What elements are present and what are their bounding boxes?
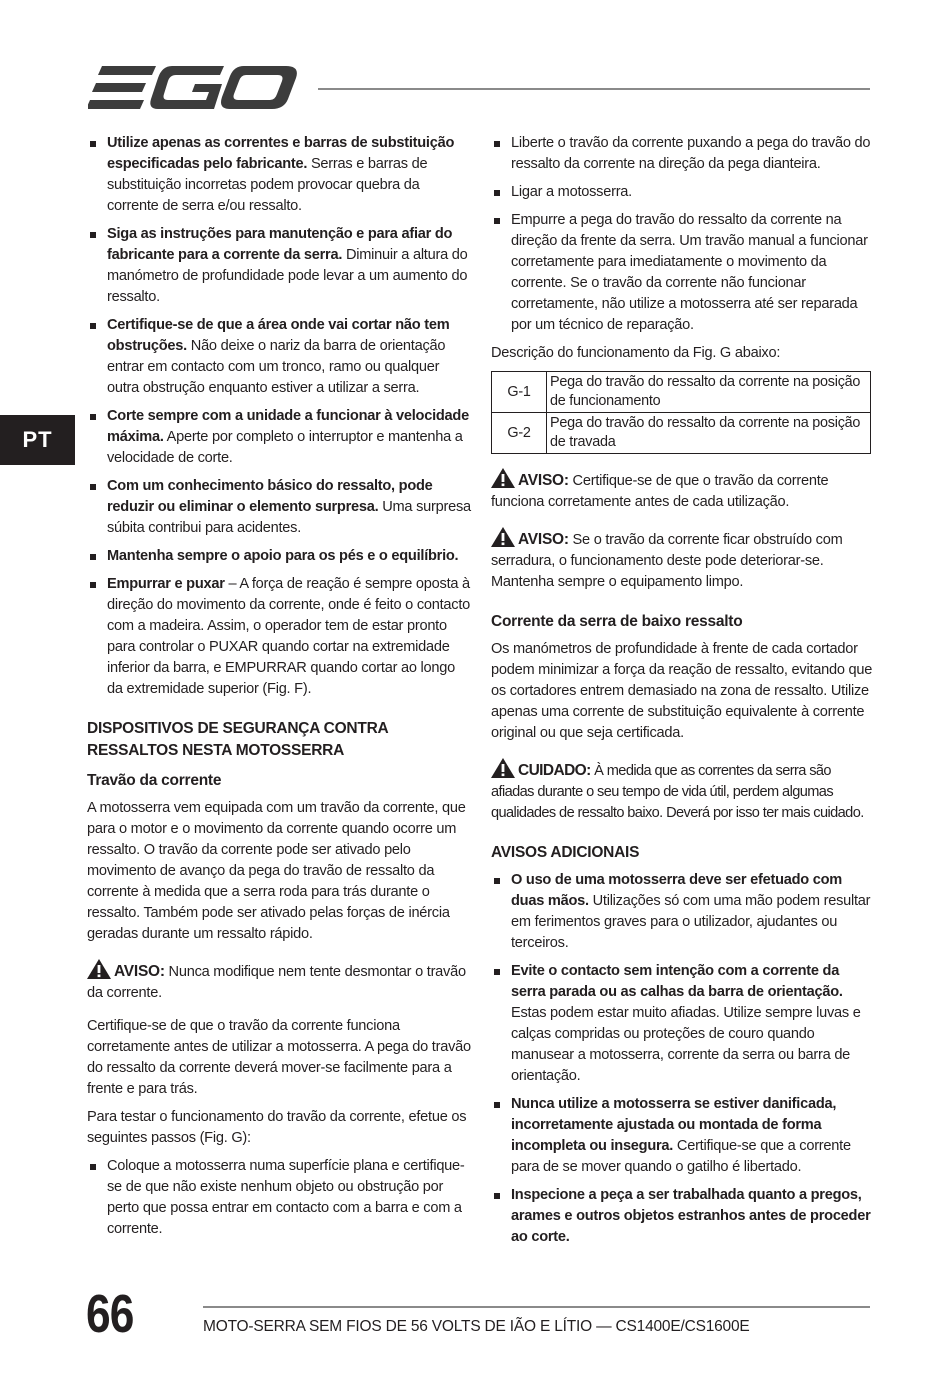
safety-bullets xyxy=(87,133,471,700)
table-cell-key: G-2 xyxy=(492,413,547,454)
list-item: Empurrar e puxar – A força de reação é sempre oposta à direção do movimento da corrente, onde é feito o contacto com a madeira. Assim, o operador tem de estar pronto para controlar o PUXAR quando cortar na extremidade inferior da barra, e EMPURRAR quando cortar ao longo da extremidade superior (Fig. F). xyxy=(87,574,471,700)
page-number: 66 xyxy=(86,1284,134,1344)
ego-logo xyxy=(88,64,298,112)
warning-notice xyxy=(491,468,873,513)
caution-text: À medida que as correntes da serra são afiadas durante o seu tempo de vida útil, perdem algumas qualidades de ressalto baixo. Deverá por isso ter mais cuidado. xyxy=(491,763,864,821)
list-item: Evite o contacto sem intenção com a corrente da serra parada ou as calhas da barra de orientação. Estas podem estar muito afiadas. Utilize sempre luvas e calças compridas ou proteções de couro quando manusear a motosserra, corrente da serra ou barra de orientação. xyxy=(491,961,873,1087)
list-item: Coloque a motosserra numa superfície plana e certifique-se de que não existe nenhum objeto ou obstrução por perto que possa entrar em contacto com a barra e com a corrente. xyxy=(87,1156,471,1240)
table-row xyxy=(492,372,871,413)
table-cell-desc: Pega do travão do ressalto da corrente na posição de travada xyxy=(547,413,871,454)
paragraph: Para testar o funcionamento do travão da corrente, efetue os seguintes passos (Fig. G): xyxy=(87,1109,467,1146)
list-item: Empurre a pega do travão do ressalto da corrente na direção da frente da serra. Um travão manual a funcionar corretamente para imediatamente o movimento da corrente. Se o travão da corrente não funcionar corretamente, não utilize a motosserra até ser reparada por um técnico de reparação. xyxy=(491,210,873,336)
warning-icon xyxy=(491,468,515,488)
caution-label: CUIDADO: xyxy=(518,762,591,779)
warning-icon xyxy=(87,959,111,979)
warning-icon xyxy=(491,758,515,778)
list-item: Liberte o travão da corrente puxando a pega do travão do ressalto da corrente na direção da pega dianteira. xyxy=(491,133,873,175)
language-tab: PT xyxy=(0,415,75,465)
paragraph: Certifique-se de que o travão da corrente funciona corretamente antes de utilizar a motosserra. A pega do travão do ressalto da corrente deverá mover-se facilmente para a frente e para trás. xyxy=(87,1018,471,1097)
fig-g-table xyxy=(491,371,871,454)
table-cell-desc: Pega do travão do ressalto da corrente na posição de funcionamento xyxy=(547,372,871,413)
list-item: Inspecione a peça a ser trabalhada quanto a pregos, arames e outros objetos estranhos antes de proceder ao corte. xyxy=(491,1185,873,1248)
list-item: Mantenha sempre o apoio para os pés e o equilíbrio. xyxy=(87,546,471,567)
list-item: Certifique-se de que a área onde vai cortar não tem obstruções. Não deixe o nariz da barra de orientação entrar em contacto com um tronco, ramo ou qualquer outra obstrução enquanto estiver a utilizar a serra. xyxy=(87,315,471,399)
footer-rule xyxy=(203,1306,870,1308)
footer-title: MOTO-SERRA SEM FIOS DE 56 VOLTS DE IÃO E LÍTIO — CS1400E/CS1600E xyxy=(203,1318,750,1335)
warning-text: Nunca modifique nem tente desmontar o travão da corrente. xyxy=(87,964,466,1001)
sub-heading: Corrente da serra de baixo ressalto xyxy=(491,613,743,630)
right-column xyxy=(491,133,873,1255)
list-item: Corte sempre com a unidade a funcionar à velocidade máxima. Aperte por completo o interruptor e mantenha a velocidade de corte. xyxy=(87,406,471,469)
list-item: Com um conhecimento básico do ressalto, pode reduzir ou eliminar o elemento surpresa. Uma surpresa súbita contribui para acidentes. xyxy=(87,476,471,539)
list-item: Nunca utilize a motosserra se estiver danificada, incorretamente ajustada ou montada de forma incompleta ou insegura. Certifique-se que a corrente para de se mover quando o gatilho é libertado. xyxy=(491,1094,873,1178)
list-item: O uso de uma motosserra deve ser efetuado com duas mãos. Utilizações só com uma mão podem resultar em ferimentos graves para o utilizador, ajudantes ou terceiros. xyxy=(491,870,873,954)
table-cell-key: G-1 xyxy=(492,372,547,413)
warning-label: AVISO: xyxy=(518,472,569,489)
paragraph: A motosserra vem equipada com um travão da corrente, que para o motor e o movimento da corrente quando ocorre um ressalto. O travão da corrente pode ser ativado pelo movimento de avanço da pega do travão de ressalto da corrente à medida que a serra roda para trás durante o ressalto. Também pode ser ativado pelas forças de inércia geradas durante um ressalto rápido. xyxy=(87,800,466,942)
section-heading: DISPOSITIVOS DE SEGURANÇA CONTRA RESSALTOS NESTA MOTOSSERRA xyxy=(87,720,388,759)
list-item: Ligar a motosserra. xyxy=(491,182,873,203)
paragraph: Os manómetros de profundidade à frente de cada cortador podem minimizar a força da reação de ressalto, evitando que os cortadores entrem demasiado na zona de ressalto. Utilize apenas uma corrente de substituição equivalente à corrente original ou que seja certificada. xyxy=(491,641,873,741)
warning-notice xyxy=(87,959,471,1004)
warning-text: Se o travão da corrente ficar obstruído com serradura, o funcionamento deste pode deteriorar-se. Mantenha sempre o equipamento limpo. xyxy=(491,532,843,590)
fig-intro: Descrição do funcionamento da Fig. G abaixo: xyxy=(491,345,781,361)
warning-label: AVISO: xyxy=(114,963,165,980)
warning-notice xyxy=(491,527,873,593)
section-heading: AVISOS ADICIONAIS xyxy=(491,844,640,861)
caution-notice xyxy=(491,758,873,824)
list-item: Siga as instruções para manutenção e para afiar do fabricante para a corrente da serra. Diminuir a altura do manómetro de profundidade pode levar a um aumento do ressalto. xyxy=(87,224,471,308)
header-rule xyxy=(318,88,870,90)
test-steps-continued xyxy=(491,133,873,336)
additional-warnings xyxy=(491,870,873,1248)
warning-text: Certifique-se de que o travão da corrente funciona corretamente antes de cada utilização. xyxy=(491,473,829,510)
left-column xyxy=(87,133,471,1247)
test-steps xyxy=(87,1156,471,1240)
warning-icon xyxy=(491,527,515,547)
table-row xyxy=(492,413,871,454)
list-item: Utilize apenas as correntes e barras de substituição especificadas pelo fabricante. Serras e barras de substituição incorretas podem provocar quebra da corrente de serra e/ou ressalto. xyxy=(87,133,471,217)
warning-label: AVISO: xyxy=(518,531,569,548)
sub-heading: Travão da corrente xyxy=(87,772,222,789)
